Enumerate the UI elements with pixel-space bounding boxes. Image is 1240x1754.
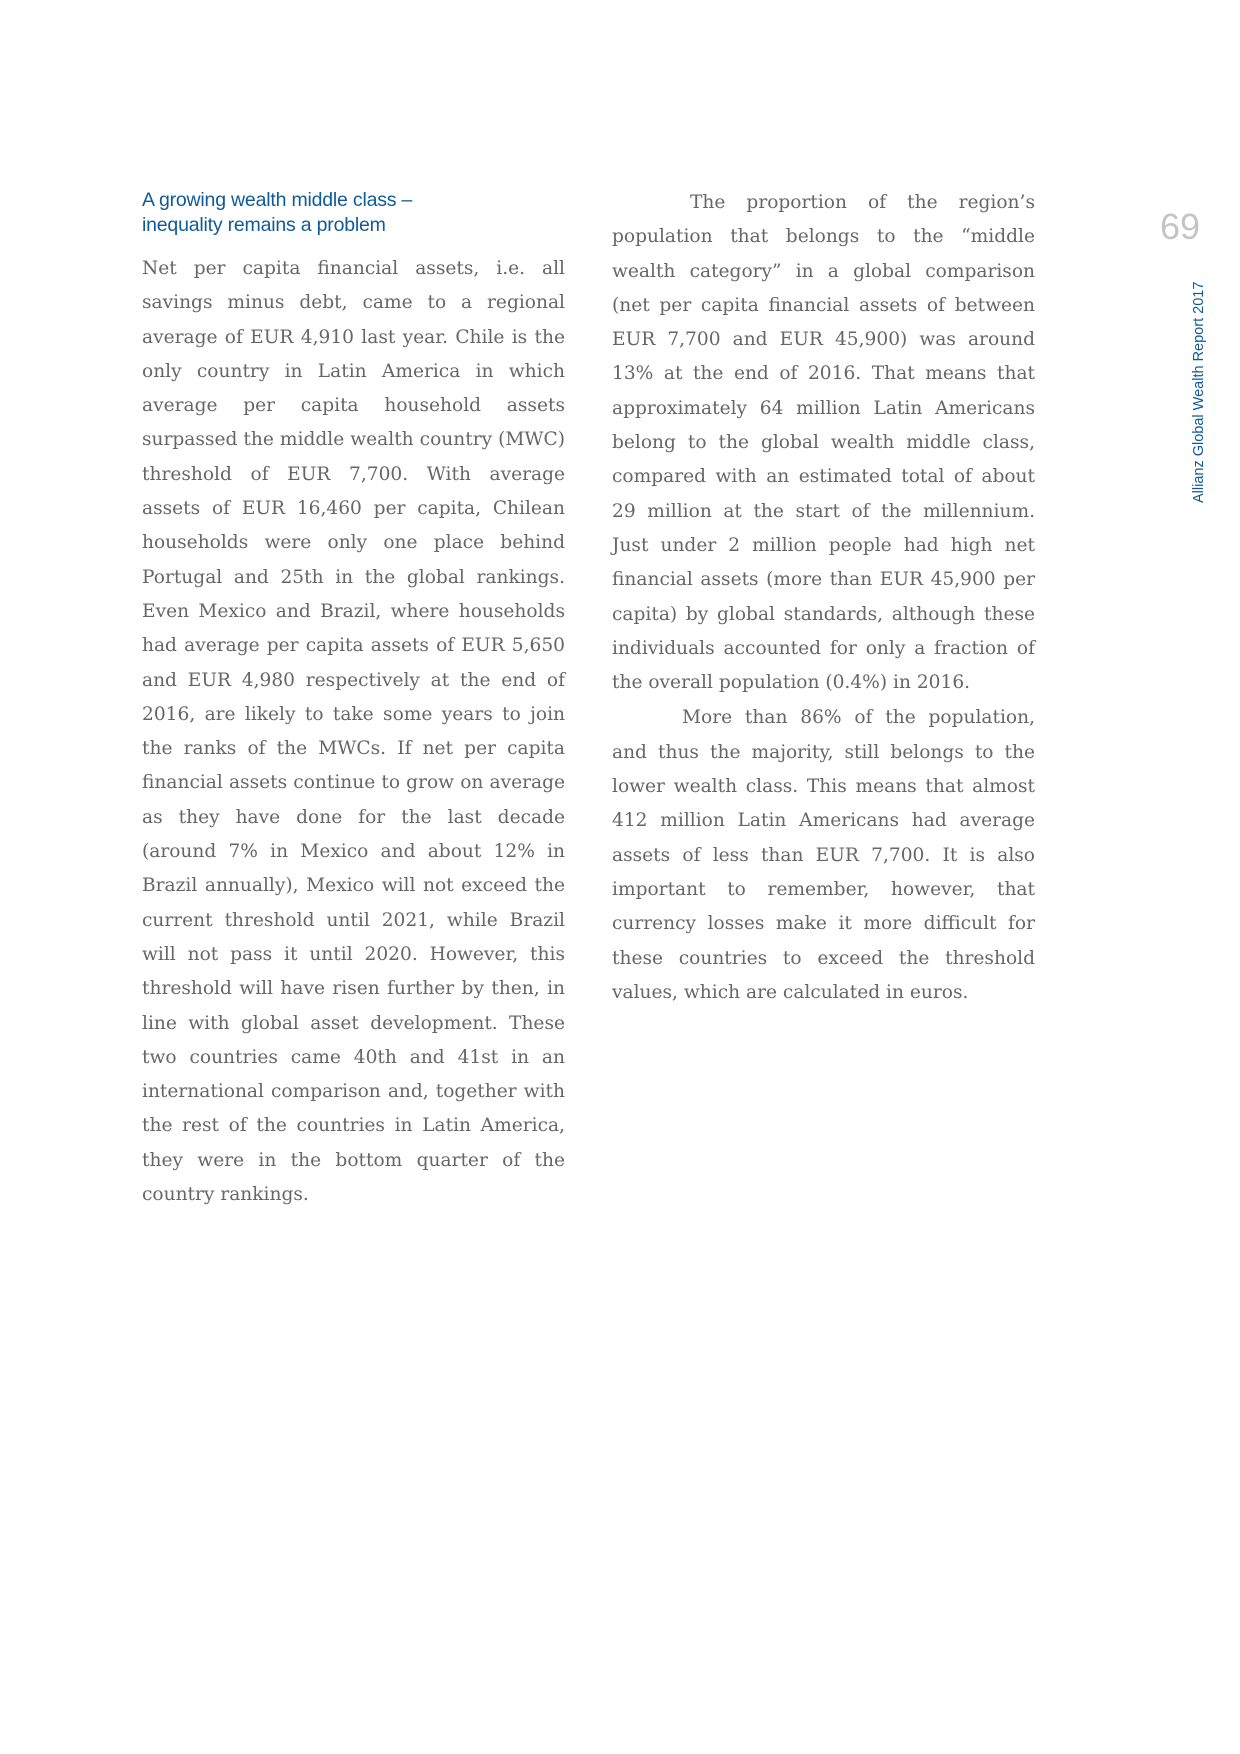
right-body-paragraph-1: The proportion of the region’s population that belongs to the “middle wealth category” in a global comparison (net per capita financial assets of between EUR 7,700 and EUR 45,900) was around 13% at the end of 2016. That means that approximately 64 million Latin Americans belong to the global wealth middle class, compared with an estimated total of about 29 million at the start of the millennium. Just under 2 million people had high net financial assets (more than EUR 45,900 per capita) by global standards, although these individuals accounted for only a fraction of the overall population (0.4%) in 2016. (612, 192, 1035, 694)
page-number: 69 (1160, 206, 1201, 247)
section-heading (142, 188, 565, 238)
right-column (612, 186, 1035, 1010)
section-heading-line-2: inequality remains a problem (142, 214, 386, 236)
left-body-paragraph: Net per capita financial assets, i.e. all savings minus debt, came to a regional average of EUR 4,910 last year. Chile is the only country in Latin America in which average per capita household assets surpassed the middle wealth country (MWC) threshold of EUR 7,700. With average assets of EUR 16,460 per capita, Chilean households were only one place behind Portugal and 25th in the global rankings. Even Mexico and Brazil, where households had average per capita assets of EUR 5,650 and EUR 4,980 respectively at the end of 2016, are likely to take some years to join the ranks of the MWCs. If net per capita financial assets continue to grow on average as they have done for the last decade (around 7% in Mexico and about 12% in Brazil annually), Mexico will not exceed the current threshold until 2021, while Brazil will not pass it until 2020. However, this threshold will have risen further by then, in line with global asset development. These two countries came 40th and 41st in an international comparison and, together with the rest of the countries in Latin America, they were in the bottom quarter of the country rankings. (142, 258, 565, 1206)
left-column (142, 186, 565, 1212)
right-body-paragraph-2: More than 86% of the population, and thus the majority, still belongs to the lower wealth class. This means that almost 412 million Latin Americans had average assets of less than EUR 7,700. It is also important to remember, however, that currency losses make it more difficult for these countries to exceed the threshold values, which are calculated in euros. (612, 707, 1035, 1003)
section-heading-line-1: A growing wealth middle class – (142, 189, 413, 211)
report-side-title: Allianz Global Wealth Report 2017 (1191, 281, 1207, 503)
